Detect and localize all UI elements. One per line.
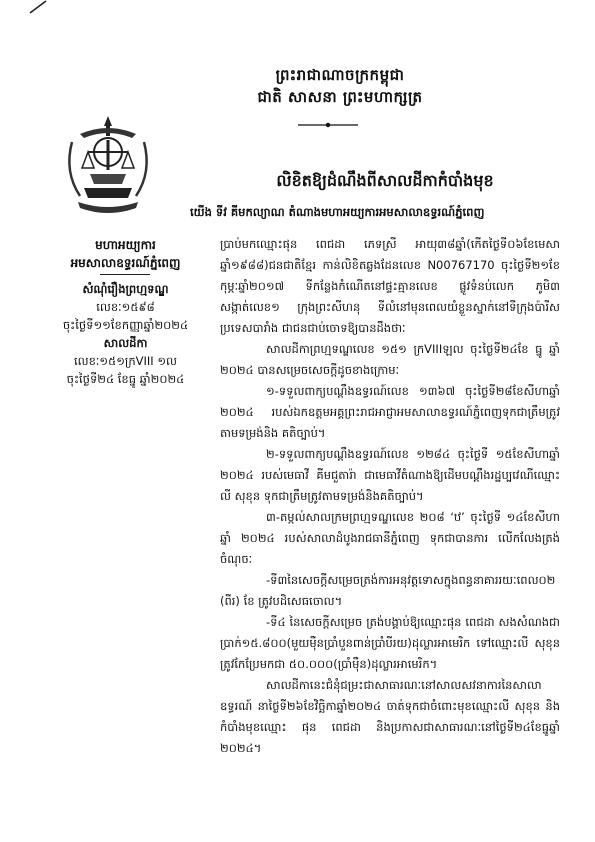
file-date: ចុះថ្ងៃទី១១ខែកញ្ញាឆ្នាំ២០២៤	[62, 318, 189, 332]
prosecutor-intro: យើង ទីវ គីមកល្យាណ តំណាងមហាអយ្យការអមសាលាឧទ្ធរណ៍ភ្នំពេញ	[190, 205, 485, 219]
document-body	[220, 234, 560, 759]
divider-ornament	[298, 122, 358, 128]
kingdom-heading: ព្រះរាជាណាចក្រកម្ពុជា	[275, 66, 405, 84]
judgment-label: សាលដីកា	[103, 336, 148, 350]
motto-heading: ជាតិ សាសនា ព្រះមហាក្សត្រ	[257, 88, 423, 106]
body-paragraph: សាលដីកាព្រហ្មទណ្ឌលេខ ១៥១ ក្រVIIIឡល ចុះថ្ងៃទី២៤ខែ ធ្នូ ឆ្នាំ ២០២៤ បានសម្រេចសេចក្តីដូចខាងក្រោមៈ	[220, 342, 560, 377]
case-file-info	[48, 280, 203, 388]
body-paragraph: សាលដីកានេះជំនុំជម្រះជាសាធារណៈនៅសាលសវនាការនៃសាលាឧទ្ធរណ៍ នាថ្ងៃទី២៦ខែវិច្ឆិកាឆ្នាំ២០២៤ ចាត់ទុកជាចំពោះមុខឈ្មោះលី សុខុន និង កំបាំងមុខឈ្មោះ ផុន ពេជដា និងប្រកាសជាសាធារណៈនៅថ្ងៃទី២៤ខែធ្នូឆ្នាំ ២០២៤។	[220, 678, 560, 755]
corner-mark	[28, 0, 48, 14]
institution-emblem	[58, 112, 158, 220]
body-paragraph: ៣-តម្កល់សាលក្រមព្រហ្មទណ្ឌលេខ ២០៨ ‘ឋ’ ចុះថ្ងៃទី ១៤ខែសីហាឆ្នាំ ២០២៤ របស់សាលាដំបូងរាជធានីភ្នំពេញ ទុកជាបានការ លើកលែងត្រង់ចំណុចៈ	[220, 510, 560, 566]
institution-name	[48, 236, 203, 272]
judgment-number: លេខៈ១៥១ក្រVIII ១ល	[73, 354, 178, 368]
body-paragraph: -ទី៤ នៃសេចក្តីសម្រេច ត្រង់បង្គាប់ឱ្យឈ្មោះផុន ពេជដា សងសំណងជាប្រាក់១៥.៨០០(មួយម៉ឺនប្រាំបួនពាន់ប្រាំបីរយ)ដុល្លារអាមេរិក ទៅឈ្មោះលី សុខុន ត្រូវកែប្រែមកជា ៥០.០០០(ប្រាំម៉ឺន)ដុល្លារអាមេរិក។	[220, 615, 560, 671]
judgment-date: ចុះថ្ងៃទី២៤ ខែធ្នូ ឆ្នាំ២០២៤	[66, 372, 185, 386]
institution-line2: អមសាលាឧទ្ធរណ៍ភ្នំពេញ	[70, 256, 181, 270]
sidebar-divider	[100, 274, 150, 275]
file-number: លេខៈ១៥៩៨	[96, 300, 155, 314]
body-paragraph: ១-ទទួលពាក្យបណ្តឹងឧទ្ធរណ៍លេខ ១៣៦៧ ចុះថ្ងៃទី២៨ខែសីហាឆ្នាំ ២០២៤ របស់ឯកឧត្តមអគ្គព្រះរាជអាជ្ញាអមសាលាឧទ្ធរណ៍ភ្នំពេញទុកជាត្រឹមត្រូវតាមទម្រង់និង គតិច្បាប់។	[220, 384, 560, 440]
institution-line1: មហាអយ្យការ	[95, 238, 156, 252]
document-title: លិខិតឱ្យដំណឹងពីសាលដីកាកំបាំងមុខ	[276, 171, 494, 190]
body-paragraph: ប្រាប់មកឈ្មោះផុន ពេជដា ភេទស្រី អាយុ៣៨ឆ្នាំ(កើតថ្ងៃទី០៦ខែមេសាឆ្នាំ១៩៨៨)ជនជាតិខ្មែរ កាន់លិខិតឆ្លងដែនលេខ N00767170 ចុះថ្ងៃទី២១ខែកុម្ភៈឆ្នាំ២០១៧ ទីកន្លែងកំណើតនៅផ្ទះគ្មានលេខ ផ្លូវទំនប់លេក ភូមិ៣ សង្កាត់លេខ១ ក្រុងព្រះសីហនុ ទីលំនៅមុនពេលយំខ្លួនស្នាក់នៅទីក្រុងប៉ារីស ប្រទេសបារាំង ជាជនជាប់ចោទឱ្យបានដឹងថាៈ	[220, 237, 560, 335]
file-label: សំណុំរឿងព្រហ្មទណ្ឌ	[82, 282, 169, 296]
body-paragraph: ២-ទទួលពាក្យបណ្តឹងឧទ្ធរណ៍លេខ ១២៨៤ ចុះថ្ងៃទី ១៥ខែសីហាឆ្នាំ ២០២៤ របស់មេធាវី គីមជួតារ៉ា ជាមេធាវីតំណាងឱ្យដើមបណ្តឹងរដ្ឋប្បវេណីឈ្មោះ លី សុខុន ទុកជាត្រឹមត្រូវតាមទម្រង់និងគតិច្បាប់។	[220, 447, 560, 503]
body-paragraph: -ទី៣នៃសេចក្តីសម្រេចត្រង់ការអនុវត្តទោសក្នុងពន្ធនាគាររយៈពេល០២ (ពីរ) ខែ ត្រូវបដិសេធចោល។	[220, 573, 556, 608]
